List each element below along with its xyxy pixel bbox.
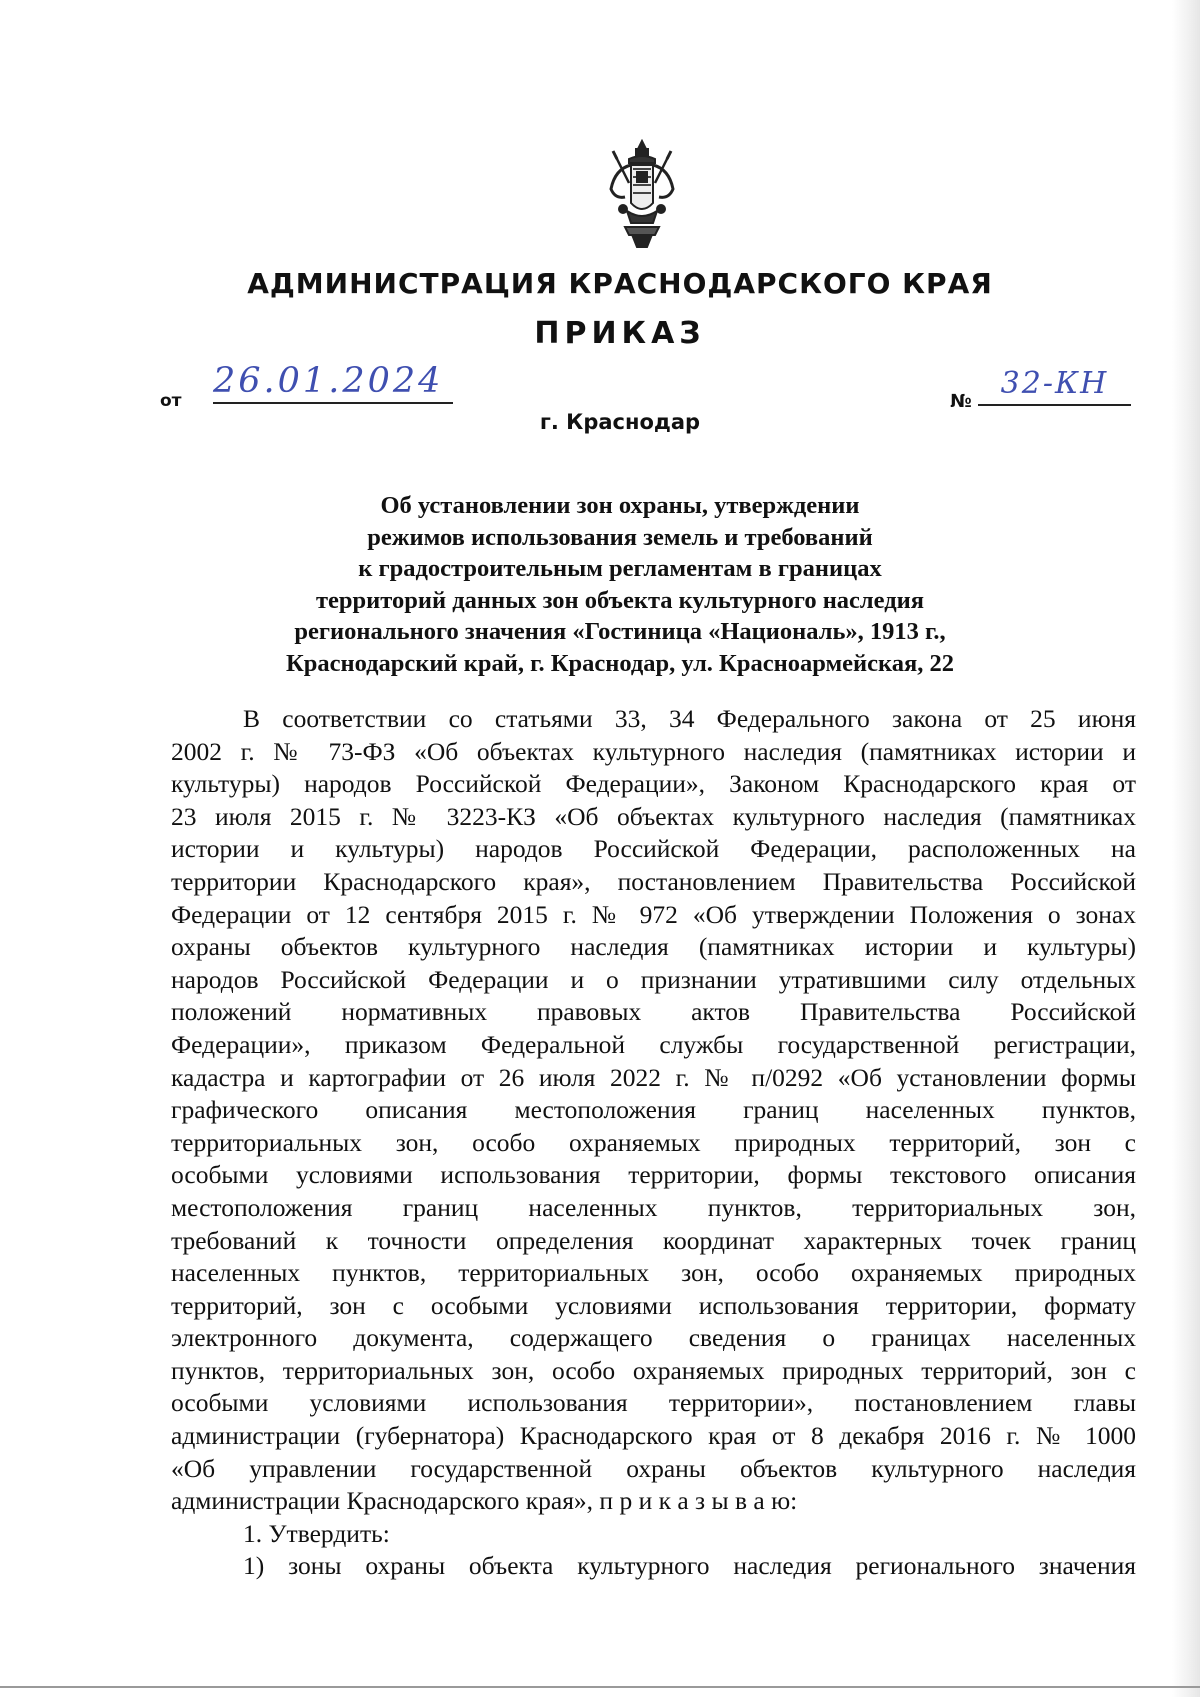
body-line: народов Российской Федерации и о признании утратившими силу отдельных: [171, 964, 1136, 994]
body-line: администрации Краснодарского края», п р и к а з ы в а ю:: [171, 1486, 798, 1516]
body-line: населенных пунктов, территориальных зон, особо охраняемых природных: [171, 1258, 1136, 1288]
body-line: охраны объектов культурного наследия (памятниках истории и культуры): [171, 932, 1136, 962]
body-text: [171, 703, 1136, 1583]
heading-line: территорий данных зон объекта культурного наследия: [316, 586, 924, 614]
organization-title: АДМИНИСТРАЦИЯ КРАСНОДАРСКОГО КРАЯ: [247, 267, 993, 300]
item-line: 1. Утвердить:: [243, 1518, 390, 1548]
body-line: пунктов, территориальных зон, особо охраняемых природных территорий, зон с: [171, 1355, 1136, 1385]
document-heading: [180, 490, 1060, 679]
body-line: местоположения границ населенных пунктов, территориальных зон,: [171, 1192, 1136, 1222]
body-line: В соответствии со статьями 33, 34 Федерального закона от 25 июня: [243, 704, 1136, 733]
body-line: требований к точности определения координат характерных точек границ: [171, 1225, 1136, 1255]
heading-line: регионального значения «Гостиница «Националь», 1913 г.,: [294, 618, 946, 645]
page-edge-shadow: [1172, 0, 1200, 1697]
page-bottom-edge: [0, 1686, 1200, 1688]
body-line: «Об управлении государственной охраны объектов культурного наследия: [171, 1453, 1136, 1483]
body-line: территориальных зон, особо охраняемых природных территорий, зон с: [171, 1127, 1136, 1157]
document-type: ПРИКАЗ: [534, 316, 706, 351]
heading-line: режимов использования земель и требований: [367, 523, 873, 551]
body-line: территорий, зон с особыми условиями использования территории, формату: [171, 1290, 1136, 1320]
heading-line: к градостроительным регламентам в границах: [358, 555, 882, 582]
date-label: от: [160, 391, 182, 411]
body-line: истории и культуры) народов Российской Федерации, расположенных на: [171, 834, 1136, 864]
body-line: положений нормативных правовых актов Правительства Российской: [171, 997, 1136, 1027]
body-line: электронного документа, содержащего сведения о границах населенных: [171, 1323, 1136, 1353]
body-line: Федерации», приказом Федеральной службы государственной регистрации,: [171, 1029, 1136, 1059]
coat-of-arms-icon: [607, 139, 677, 251]
date-value: 26.01.2024: [213, 360, 453, 404]
body-line: культуры) народов Российской Федерации», Законом Краснодарского края от: [171, 769, 1136, 799]
heading-line: Краснодарский край, г. Краснодар, ул. Красноармейская, 22: [285, 649, 955, 677]
city: г. Краснодар: [539, 410, 701, 434]
body-line: 23 июля 2015 г. № 3223-КЗ «Об объектах культурного наследия (памятниках: [171, 801, 1136, 831]
item-line: 1) зоны охраны объекта культурного наследия регионального значения: [243, 1551, 1136, 1581]
body-line: особыми условиями использования территории», постановлением главы: [171, 1388, 1136, 1418]
body-line: особыми условиями использования территории, формы текстового описания: [171, 1160, 1136, 1190]
body-line: графического описания местоположения границ населенных пунктов,: [171, 1095, 1136, 1125]
number-label: №: [950, 391, 972, 412]
number-value: 32-КН: [978, 364, 1131, 406]
body-line: территории Краснодарского края», постановлением Правительства Российской: [171, 866, 1136, 896]
body-line: 2002 г. № 73-ФЗ «Об объектах культурного наследия (памятниках истории и: [171, 736, 1136, 766]
body-line: Федерации от 12 сентября 2015 г. № 972 «Об утверждении Положения о зонах: [171, 899, 1136, 929]
body-line: кадастра и картографии от 26 июля 2022 г. № п/0292 «Об установлении формы: [171, 1062, 1136, 1092]
body-line: администрации (губернатора) Краснодарского края от 8 декабря 2016 г. № 1000: [171, 1421, 1136, 1451]
heading-line: Об установлении зон охраны, утверждении: [380, 492, 860, 519]
